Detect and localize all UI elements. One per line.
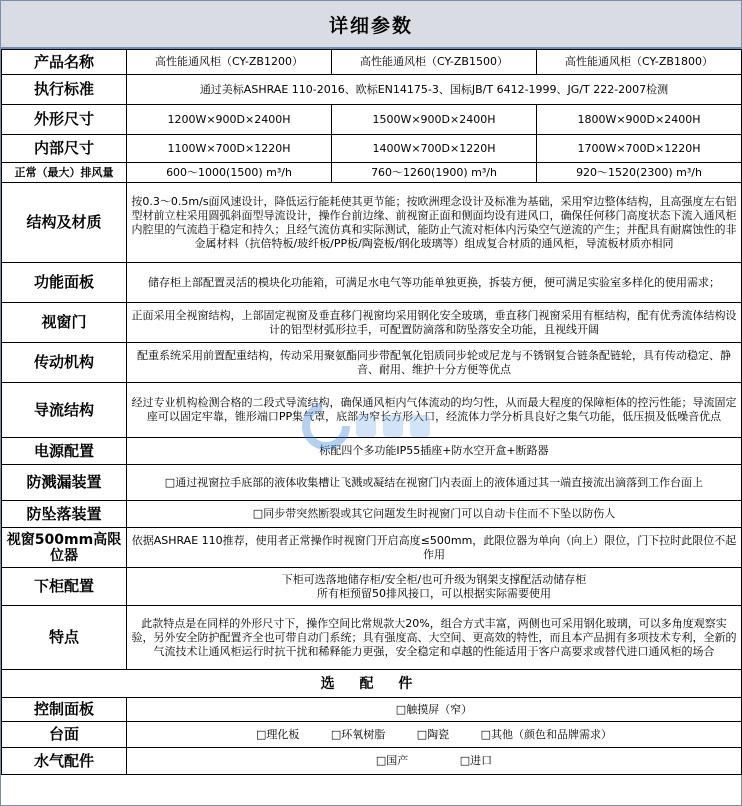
exhaust-1800: 920～1520(2300) m³/h bbox=[537, 163, 742, 183]
label-drive: 传动机构 bbox=[2, 343, 127, 383]
row-limiter bbox=[2, 528, 742, 568]
inner-size-1800: 1700W×700D×1220H bbox=[537, 135, 742, 163]
label-flow: 导流结构 bbox=[2, 383, 127, 438]
label-structure: 结构及材质 bbox=[2, 183, 127, 263]
window-value: 正面采用全视窗结构，上部固定视窗及垂直移门视窗均采用钢化安全玻璃，垂直移门视窗采用有框结构，配有优秀流体结构设计的铝型材弧形拉手，可配置防滴落和防坠落安全功能，且视线开阔 bbox=[127, 303, 742, 343]
page-title: 详细参数 bbox=[1, 1, 741, 49]
top-options bbox=[127, 722, 742, 748]
label-standard: 执行标准 bbox=[2, 75, 127, 105]
exhaust-1200: 600～1000(1500) m³/h bbox=[127, 163, 332, 183]
row-flow bbox=[2, 383, 742, 438]
label-top: 台面 bbox=[2, 722, 127, 748]
label-window: 视窗门 bbox=[2, 303, 127, 343]
row-panel bbox=[2, 263, 742, 303]
panel-value: 储存柜上部配置灵活的模块化功能箱，可满足水电气等功能单独更换，拆装方便，便可满足实验室多样化的使用需求； bbox=[127, 263, 742, 303]
row-power bbox=[2, 438, 742, 465]
drive-value: 配重系统采用前置配重结构，传动采用聚氨酯同步带配氧化铝质同步轮或尼龙与不锈钢复合链条配链轮，具有传动稳定、静音、耐用、维护十分方便等优点 bbox=[127, 343, 742, 383]
structure-value: 按0.3～0.5m/s面风速设计，降低运行能耗使其更节能；按欧洲理念设计及标准为基础，采用窄边整体结构，且高强度左右铝型材前立柱采用圆弧斜面型导流设计，操作台前边缘、前视窗正面和侧面均设有进风口，确保任何移门高度状态下流入通风柜内腔里的气流趋于稳定和持久；且经气流仿真和实际测试，能防止气流对柜体内污染空气逆流的产生；并配具有耐腐蚀性的非金属材料（抗倍特板/玻纤板/PP板/陶瓷板/钢化玻璃等）组成复合材质的通风柜，导流板材质亦相同 bbox=[127, 183, 742, 263]
fittings-option: □进口 bbox=[459, 754, 493, 767]
label-exhaust: 正常（最大）排风量 bbox=[2, 163, 127, 183]
exhaust-1500: 760～1260(1900) m³/h bbox=[332, 163, 537, 183]
row-fittings bbox=[2, 748, 742, 775]
row-cabinet bbox=[2, 568, 742, 606]
label-inner-size: 内部尺寸 bbox=[2, 135, 127, 163]
label-product-name: 产品名称 bbox=[2, 50, 127, 75]
label-outer-size: 外形尺寸 bbox=[2, 105, 127, 135]
standard-value: 通过美标ASHRAE 110-2016、欧标EN14175-3、国标JB/T 6412-1999、JG/T 222-2007检测 bbox=[127, 75, 742, 105]
label-features: 特点 bbox=[2, 606, 127, 670]
power-value: 标配四个多功能IP55插座+防水空开盒+断路器 bbox=[127, 438, 742, 465]
row-features bbox=[2, 606, 742, 670]
row-control bbox=[2, 698, 742, 722]
cabinet-value: 下柜可选落地储存柜/安全柜/也可升级为钢架支撑配活动储存柜 所有柜预留50排风接口，可以根据实际需要使用 bbox=[127, 568, 742, 606]
row-antifall bbox=[2, 501, 742, 528]
label-control: 控制面板 bbox=[2, 698, 127, 722]
features-value: 此款特点是在同样的外形尺寸下，操作空间比常规款大20%，组合方式丰富，两侧也可采用钢化玻璃，可以多角度观察实验，另外安全防护配置齐全也可带自动门系统；具有强度高、大空间、更高效的特性，而且本产品拥有多项技术专利，全新的气流技术让通风柜运行时抗干扰和稀释能力更强，安全稳定和卓越的性能适用于客户高要求或替代进口通风柜的场合 bbox=[127, 606, 742, 670]
limiter-value: 依据ASHRAE 110推荐，使用者正常操作时视窗门开启高度≤500mm，此限位器为单向（向上）限位，门下拉时此限位不起作用 bbox=[127, 528, 742, 568]
row-drive bbox=[2, 343, 742, 383]
row-top bbox=[2, 722, 742, 748]
label-limiter: 视窗500mm高限位器 bbox=[2, 528, 127, 568]
label-fittings: 水气配件 bbox=[2, 748, 127, 775]
top-option: □其他（颜色和品牌需求） bbox=[480, 727, 613, 741]
fittings-option: □国产 bbox=[375, 754, 409, 767]
top-option: □环氧树脂 bbox=[330, 727, 386, 741]
label-antifall: 防坠落装置 bbox=[2, 501, 127, 528]
row-options-header bbox=[2, 670, 742, 698]
antileak-value: □通过视窗拉手底部的液体收集槽让飞溅或凝结在视窗门内表面上的液体通过其一端直接流出滴落到工作台面上 bbox=[127, 465, 742, 501]
row-inner-size bbox=[2, 135, 742, 163]
model-1800: 高性能通风柜（CY-ZB1800） bbox=[537, 50, 742, 75]
row-structure bbox=[2, 183, 742, 263]
inner-size-1200: 1100W×700D×1220H bbox=[127, 135, 332, 163]
row-outer-size bbox=[2, 105, 742, 135]
row-exhaust bbox=[2, 163, 742, 183]
label-power: 电源配置 bbox=[2, 438, 127, 465]
spec-table bbox=[1, 49, 742, 775]
model-1500: 高性能通风柜（CY-ZB1500） bbox=[332, 50, 537, 75]
outer-size-1500: 1500W×900D×2400H bbox=[332, 105, 537, 135]
fittings-options bbox=[127, 748, 742, 775]
top-option: □陶瓷 bbox=[416, 727, 450, 741]
antifall-value: □同步带突然断裂或其它问题发生时视窗门可以自动卡住而不下坠以防伤人 bbox=[127, 501, 742, 528]
control-value: □触摸屏（窄） bbox=[127, 698, 742, 722]
label-cabinet: 下柜配置 bbox=[2, 568, 127, 606]
row-product-name bbox=[2, 50, 742, 75]
inner-size-1500: 1400W×700D×1220H bbox=[332, 135, 537, 163]
flow-value: 经过专业机构检测合格的二段式导流结构，确保通风柜内气体流动的均匀性，从而最大程度的保障柜体的控污性能；导流固定座可以固定牢靠，锥形端口PP集气罩，底部为窄长方形入口，经流体力学分析具良好之集气功能，低压损及低噪音优点 bbox=[127, 383, 742, 438]
top-option: □理化板 bbox=[255, 727, 300, 741]
label-antileak: 防溅漏装置 bbox=[2, 465, 127, 501]
options-header: 选 配 件 bbox=[2, 670, 742, 698]
outer-size-1800: 1800W×900D×2400H bbox=[537, 105, 742, 135]
row-antileak bbox=[2, 465, 742, 501]
row-window bbox=[2, 303, 742, 343]
label-panel: 功能面板 bbox=[2, 263, 127, 303]
outer-size-1200: 1200W×900D×2400H bbox=[127, 105, 332, 135]
row-standard bbox=[2, 75, 742, 105]
model-1200: 高性能通风柜（CY-ZB1200） bbox=[127, 50, 332, 75]
